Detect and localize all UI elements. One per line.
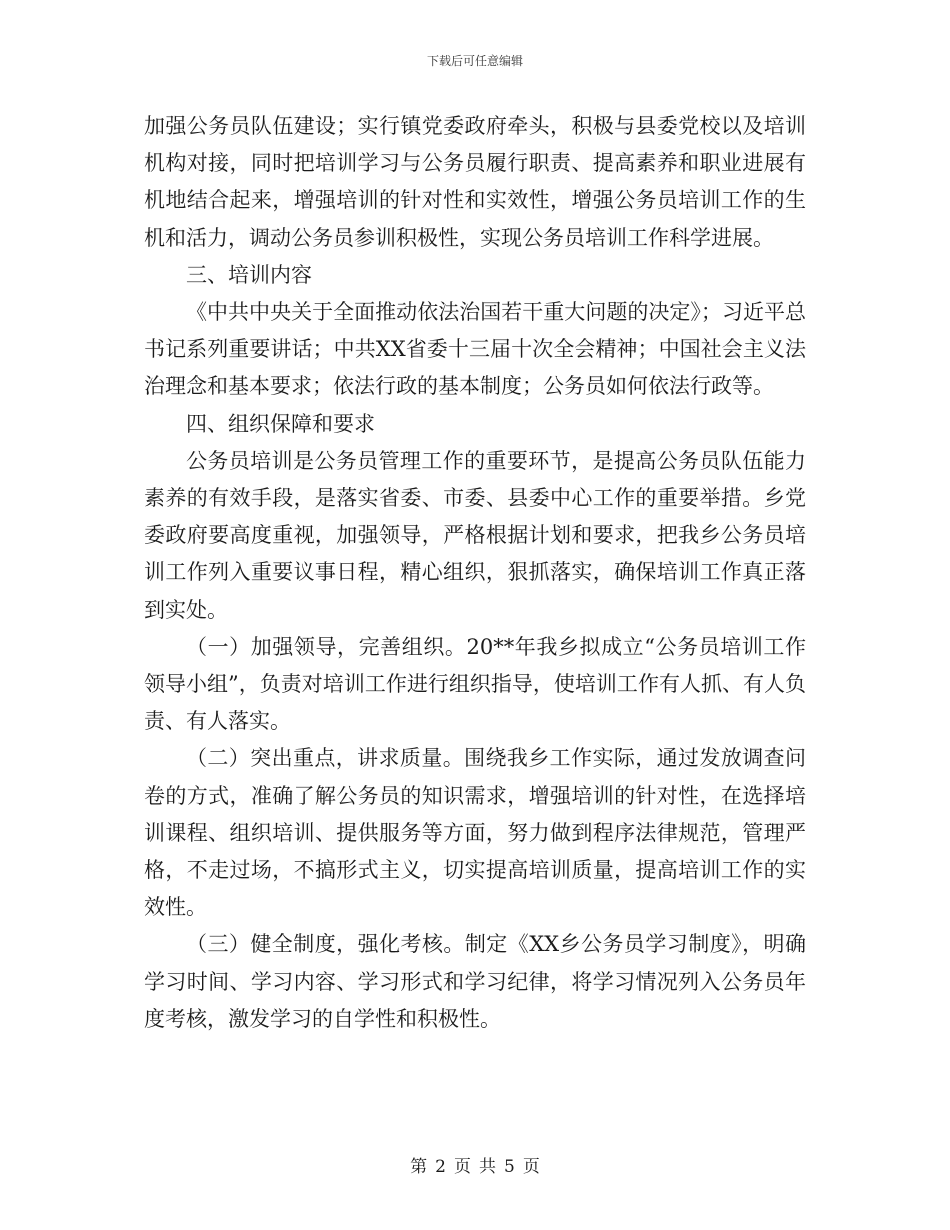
paragraph-training-content: 《中共中央关于全面推动依法治国若干重大问题的决定》；习近平总书记系列重要讲话；中共XX省委十三届十次全会精神；中国社会主义法治理念和基本要求；依法行政的基本制度；公务员如何依法行政等。	[144, 300, 806, 399]
footer-total-pages: 5	[504, 1157, 515, 1177]
footer-page-word: 页	[454, 1157, 471, 1177]
paragraph-intro-continued: 加强公务员队伍建设；实行镇党委政府牵头，积极与县委党校以及培训机构对接，同时把培训学习与公务员履行职责、提高素养和职业进展有机地结合起来，增强培训的针对性和实效性，增强公务员培训工作的生机和活力，调动公务员参训积极性，实现公务员培训工作科学进展。	[144, 114, 806, 250]
paragraph-item-2: （二）突出重点，讲求质量。围绕我乡工作实际，通过发放调查问卷的方式，准确了解公务员的知识需求，增强培训的针对性，在选择培训课程、组织培训、提供服务等方面，努力做到程序法律规范，管理严格，不走过场，不搞形式主义，切实提高培训质量，提高培训工作的实效性。	[144, 746, 806, 920]
footer-page-number: 2	[435, 1157, 446, 1177]
footer-of: 共	[479, 1157, 496, 1177]
page-footer	[0, 1152, 950, 1177]
page-header: 下载后可任意编辑	[426, 54, 523, 68]
section-heading-training-content: 三、培训内容	[186, 262, 312, 287]
paragraph-item-1: （一）加强领导，完善组织。20**年我乡拟成立“公务员培训工作领导小组”，负责对培训工作进行组织指导，使培训工作有人抓、有人负责、有人落实。	[144, 634, 806, 734]
paragraph-organization: 公务员培训是公务员管理工作的重要环节，是提高公务员队伍能力素养的有效手段，是落实省委、市委、县委中心工作的重要举措。乡党委政府要高度重视，加强领导，严格根据计划和要求，把我乡公务员培训工作列入重要议事日程，精心组织，狠抓落实，确保培训工作真正落到实处。	[144, 448, 806, 622]
paragraph-item-3: （三）健全制度，强化考核。制定《XX乡公务员学习制度》，明确学习时间、学习内容、学习形式和学习纪律，将学习情况列入公务员年度考核，激发学习的自学性和积极性。	[144, 932, 806, 1031]
section-heading-organization: 四、组织保障和要求	[186, 411, 375, 436]
document-body	[144, 108, 806, 1038]
footer-prefix: 第	[410, 1157, 428, 1177]
footer-suffix: 页	[522, 1157, 540, 1177]
